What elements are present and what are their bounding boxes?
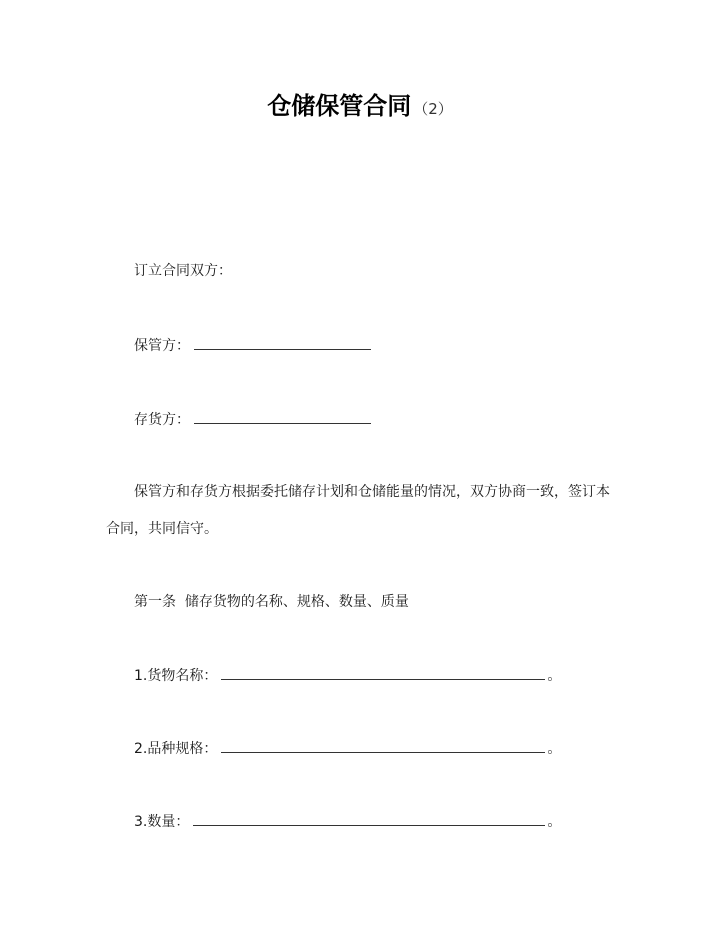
item-label: 1.货物名称： (134, 668, 218, 684)
intro-paragraph-line1: 保管方和存货方根据委托储存计划和仓储能量的情况，双方协商一致，签订本 (134, 484, 610, 500)
depositor-blank[interactable] (194, 409, 371, 424)
quantity-blank[interactable] (193, 811, 545, 826)
keeper-label: 保管方： (134, 338, 190, 354)
depositor-label: 存货方： (134, 412, 190, 428)
item-end-mark: 。 (547, 668, 562, 684)
depositor-field (134, 409, 371, 429)
intro-paragraph-line2: 合同，共同信守。 (106, 521, 218, 537)
item-specification (134, 738, 561, 758)
goods-name-blank[interactable] (221, 665, 545, 680)
item-quantity (134, 811, 561, 831)
title-text: 仓储保管合同 (267, 92, 412, 120)
parties-heading: 订立合同双方： (134, 263, 232, 279)
item-end-mark: 。 (547, 741, 562, 757)
document-title (0, 86, 720, 121)
specification-blank[interactable] (221, 738, 545, 753)
title-suffix: （2） (413, 100, 453, 118)
keeper-blank[interactable] (194, 335, 371, 350)
article1-heading: 第一条 储存货物的名称、规格、数量、质量 (134, 594, 409, 610)
keeper-field (134, 335, 371, 355)
item-goods-name (134, 665, 561, 685)
item-end-mark: 。 (547, 814, 562, 830)
item-label: 2.品种规格： (134, 741, 218, 757)
item-label: 3.数量： (134, 814, 190, 830)
